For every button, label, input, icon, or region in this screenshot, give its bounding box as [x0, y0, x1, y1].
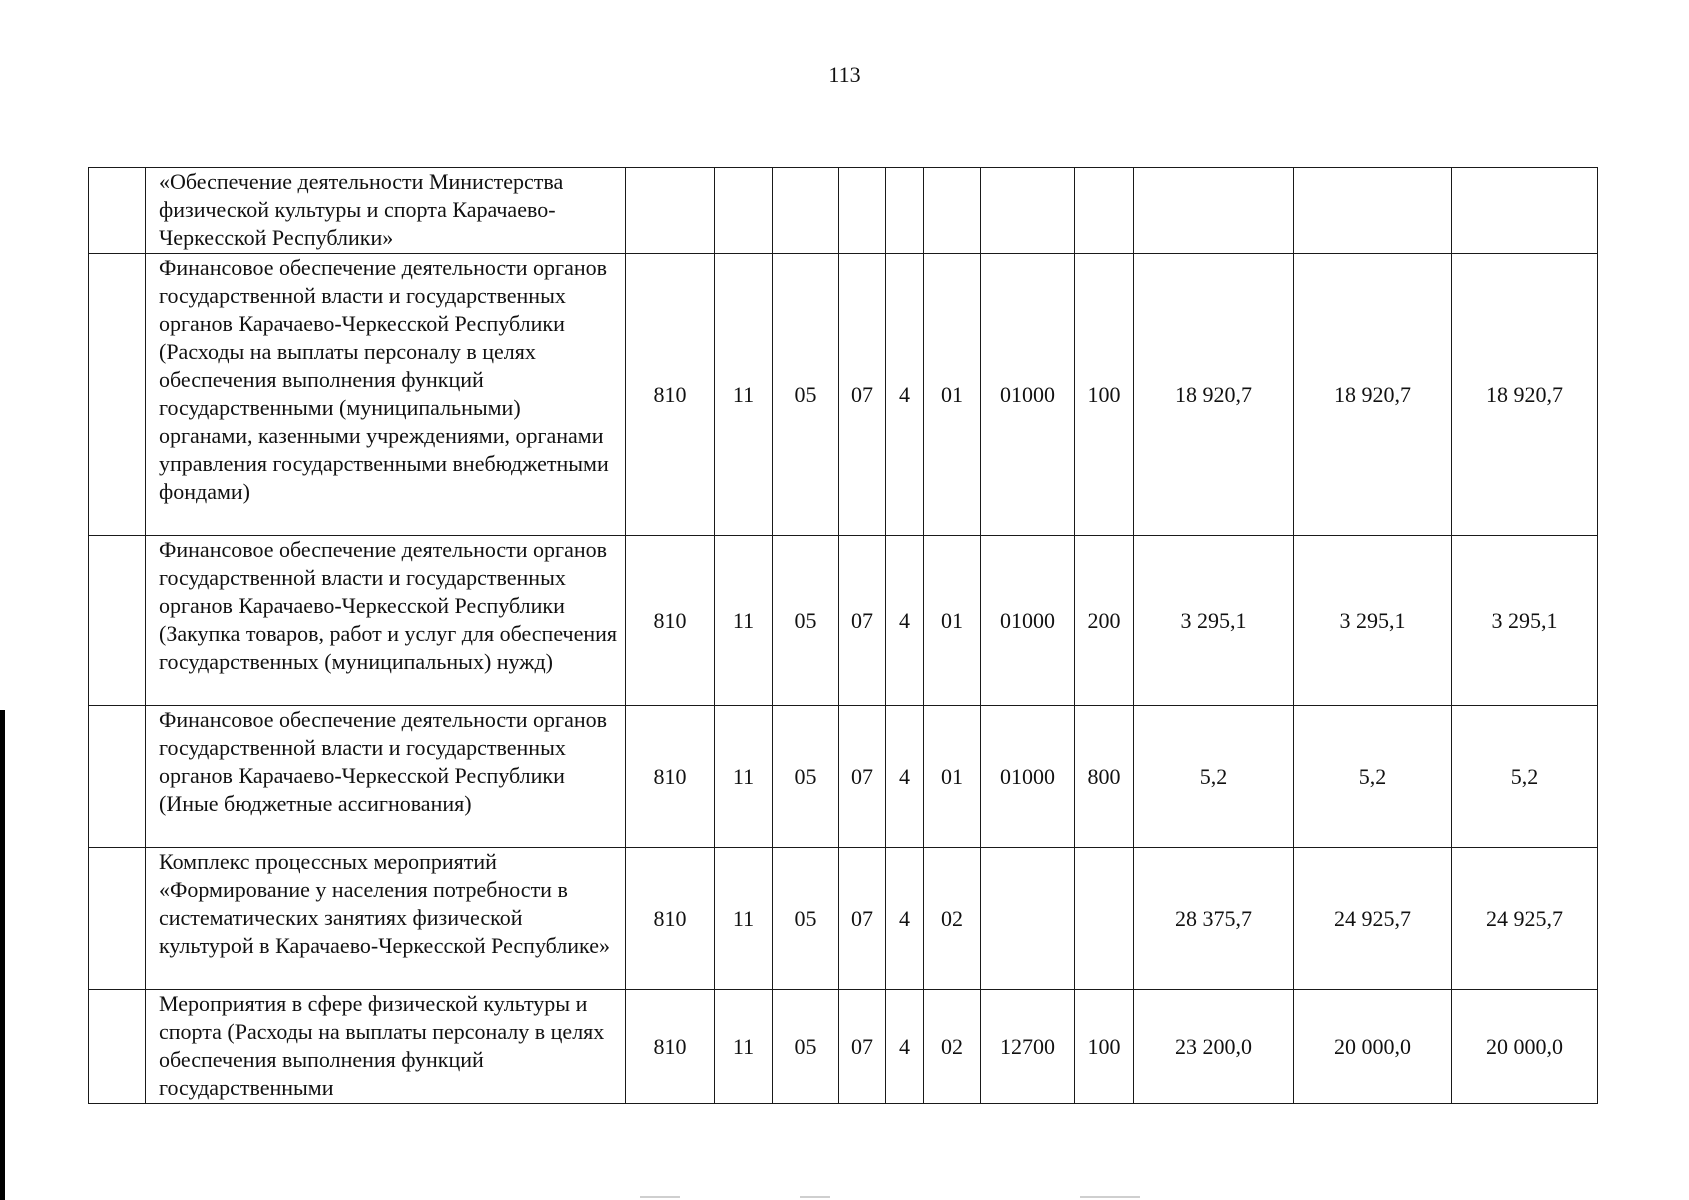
description-cell: Финансовое обеспечение деятельности органов государственной власти и государственных органов Карачаево-Черкесской Республики (Иные бюджетные ассигнования) [146, 706, 626, 848]
scan-artifact [1080, 1196, 1140, 1198]
code-cell: 4 [886, 254, 924, 536]
amount-cell: 23 200,0 [1134, 990, 1294, 1104]
code-cell: 01 [924, 254, 981, 536]
code-cell: 100 [1075, 254, 1134, 536]
amount-cell: 18 920,7 [1294, 254, 1452, 536]
code-cell: 01000 [981, 254, 1075, 536]
table-row [89, 254, 1598, 536]
code-cell: 810 [626, 848, 715, 990]
code-cell: 11 [715, 536, 773, 706]
scan-margin-line [0, 710, 5, 1200]
code-cell [981, 848, 1075, 990]
amount-cell: 20 000,0 [1452, 990, 1598, 1104]
code-cell [1075, 168, 1134, 254]
code-cell [626, 168, 715, 254]
code-cell: 07 [839, 254, 886, 536]
amount-cell: 24 925,7 [1294, 848, 1452, 990]
code-cell: 11 [715, 848, 773, 990]
code-cell: 11 [715, 990, 773, 1104]
amount-cell: 3 295,1 [1452, 536, 1598, 706]
code-cell [924, 168, 981, 254]
code-cell: 01 [924, 536, 981, 706]
budget-table [88, 167, 1598, 1104]
code-cell: 800 [1075, 706, 1134, 848]
code-cell: 07 [839, 990, 886, 1104]
description-cell: Финансовое обеспечение деятельности органов государственной власти и государственных органов Карачаево-Черкесской Республики (Расходы на выплаты персоналу в целях обеспечения выполнения функций государственными (муниципальными) органами, казенными учреждениями, органами управления государственными внебюджетными фондами) [146, 254, 626, 536]
table-body [89, 168, 1598, 1104]
amount-cell [1134, 168, 1294, 254]
code-cell [715, 168, 773, 254]
amount-cell [1452, 168, 1598, 254]
amount-cell: 24 925,7 [1452, 848, 1598, 990]
code-cell: 01000 [981, 706, 1075, 848]
scan-artifact [640, 1196, 680, 1198]
code-cell: 12700 [981, 990, 1075, 1104]
amount-cell [1294, 168, 1452, 254]
amount-cell: 3 295,1 [1294, 536, 1452, 706]
amount-cell: 5,2 [1294, 706, 1452, 848]
amount-cell: 28 375,7 [1134, 848, 1294, 990]
code-cell [1075, 848, 1134, 990]
description-cell: Финансовое обеспечение деятельности органов государственной власти и государственных органов Карачаево-Черкесской Республики (Закупка товаров, работ и услуг для обеспечения государственных (муниципальных) нужд) [146, 536, 626, 706]
amount-cell: 18 920,7 [1134, 254, 1294, 536]
code-cell: 05 [773, 990, 839, 1104]
code-cell: 810 [626, 536, 715, 706]
page-number: 113 [828, 62, 861, 87]
code-cell: 07 [839, 706, 886, 848]
code-cell: 4 [886, 706, 924, 848]
code-cell: 05 [773, 254, 839, 536]
code-cell: 4 [886, 536, 924, 706]
code-cell: 100 [1075, 990, 1134, 1104]
code-cell: 01 [924, 706, 981, 848]
table-row [89, 706, 1598, 848]
table-row [89, 168, 1598, 254]
code-cell: 810 [626, 706, 715, 848]
code-cell: 05 [773, 848, 839, 990]
code-cell: 11 [715, 254, 773, 536]
code-cell: 11 [715, 706, 773, 848]
description-cell: «Обеспечение деятельности Министерства физической культуры и спорта Карачаево-Черкесской Республики» [146, 168, 626, 254]
amount-cell: 5,2 [1452, 706, 1598, 848]
code-cell: 07 [839, 536, 886, 706]
row-number-cell [89, 168, 146, 254]
table-row [89, 536, 1598, 706]
code-cell: 200 [1075, 536, 1134, 706]
description-cell: Мероприятия в сфере физической культуры и спорта (Расходы на выплаты персоналу в целях обеспечения выполнения функций государственными [146, 990, 626, 1104]
code-cell: 810 [626, 990, 715, 1104]
code-cell [886, 168, 924, 254]
code-cell: 02 [924, 990, 981, 1104]
code-cell: 02 [924, 848, 981, 990]
code-cell: 05 [773, 706, 839, 848]
code-cell: 4 [886, 848, 924, 990]
code-cell [839, 168, 886, 254]
row-number-cell [89, 990, 146, 1104]
row-number-cell [89, 706, 146, 848]
scan-artifact [800, 1196, 830, 1198]
amount-cell: 5,2 [1134, 706, 1294, 848]
code-cell [981, 168, 1075, 254]
row-number-cell [89, 848, 146, 990]
code-cell: 4 [886, 990, 924, 1104]
row-number-cell [89, 536, 146, 706]
code-cell: 07 [839, 848, 886, 990]
code-cell: 810 [626, 254, 715, 536]
amount-cell: 3 295,1 [1134, 536, 1294, 706]
description-cell: Комплекс процессных мероприятий «Формирование у населения потребности в систематических занятиях физической культурой в Карачаево-Черкесской Республике» [146, 848, 626, 990]
code-cell: 05 [773, 536, 839, 706]
table-row [89, 990, 1598, 1104]
amount-cell: 20 000,0 [1294, 990, 1452, 1104]
code-cell: 01000 [981, 536, 1075, 706]
row-number-cell [89, 254, 146, 536]
code-cell [773, 168, 839, 254]
table-row [89, 848, 1598, 990]
amount-cell: 18 920,7 [1452, 254, 1598, 536]
